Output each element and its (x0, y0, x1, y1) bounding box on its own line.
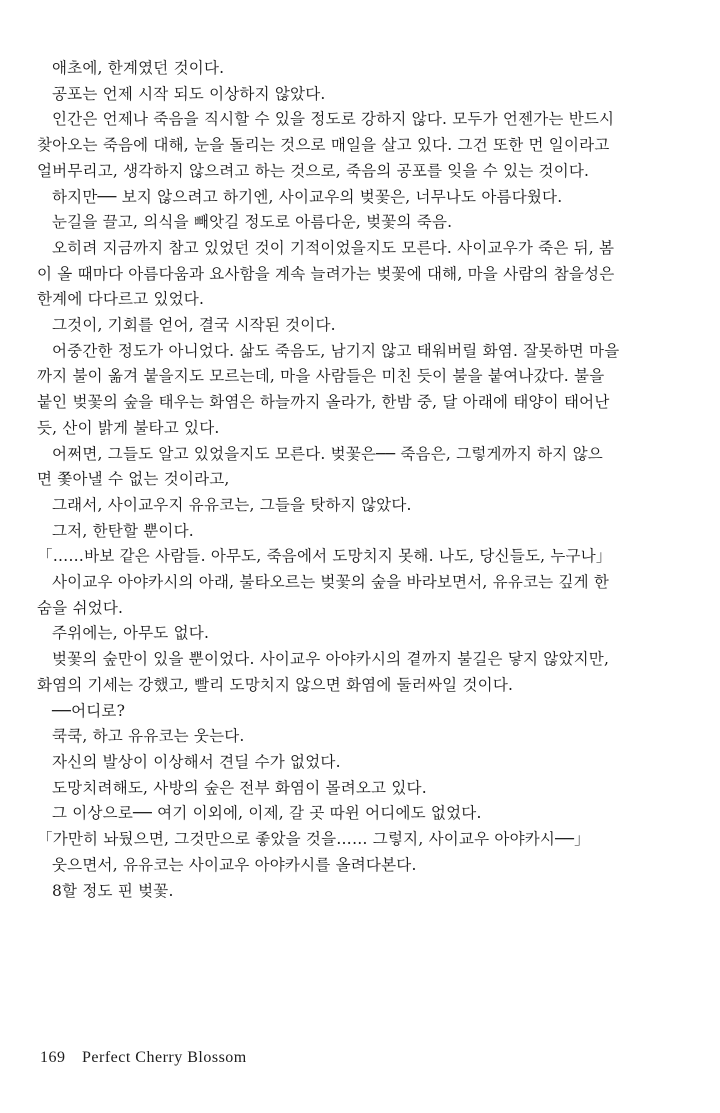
page-footer (40, 1049, 247, 1067)
text-line: 붙인 벚꽃의 숲을 태우는 화염은 하늘까지 올라가, 한밤 중, 달 아래에 태양이 태어난 (37, 393, 610, 412)
text-line: 찾아오는 죽음에 대해, 눈을 돌리는 것으로 매일을 살고 있다. 그건 또한 먼 일이라고 (37, 136, 610, 155)
text-line: 벚꽃의 숲만이 있을 뿐이었다. 사이교우 아야카시의 곁까지 불길은 닿지 않았지만, (52, 650, 610, 669)
text-line: 어중간한 정도가 아니었다. 삶도 죽음도, 남기지 않고 태워버릴 화염. 잘못하면 마을 (52, 341, 620, 360)
text-line: 웃으면서, 유유코는 사이교우 아야카시를 올려다본다. (52, 855, 417, 874)
text-line: 쿡쿡, 하고 유유코는 웃는다. (52, 727, 245, 746)
text-line: ──어디로? (52, 701, 126, 720)
text-line: 숨을 쉬었다. (37, 598, 124, 617)
text-line: 그 이상으로── 여기 이외에, 이제, 갈 곳 따윈 어디에도 없었다. (52, 804, 482, 823)
text-line: 애초에, 한계였던 것이다. (52, 59, 225, 77)
text-line: 얼버무리고, 생각하지 않으려고 하는 것으로, 죽음의 공포를 잊을 수 있는 것이다. (37, 161, 590, 180)
text-line: 그저, 한탄할 뿐이다. (52, 521, 194, 540)
text-line: 까지 불이 옮겨 붙을지도 모르는데, 마을 사람들은 미친 듯이 불을 붙여나갔다. 불을 (37, 367, 605, 386)
text-block (37, 56, 683, 904)
text-line: 눈길을 끌고, 의식을 빼앗길 정도로 아름다운, 벚꽃의 죽음. (52, 213, 453, 232)
text-line: 사이교우 아야카시의 아래, 불타오르는 벚꽃의 숲을 바라보면서, 유유코는 깊게 한 (52, 573, 610, 592)
text-line: 한계에 다다르고 있었다. (37, 290, 205, 309)
text-line: 자신의 발상이 이상해서 견딜 수가 없었다. (52, 752, 341, 771)
text-line: 8할 정도 핀 벚꽃. (52, 881, 174, 900)
text-line: 주위에는, 아무도 없다. (52, 624, 210, 643)
book-title: Perfect Cherry Blossom (82, 1049, 247, 1066)
text-line: 오히려 지금까지 참고 있었던 것이 기적이었을지도 모른다. 사이교우가 죽은 뒤, 봄 (52, 238, 615, 257)
text-line: 공포는 언제 시작 되도 이상하지 않았다. (52, 84, 326, 103)
text-line: 「가만히 놔뒀으면, 그것만으로 좋았을 것을…… 그렇지, 사이교우 아야카시──」 (37, 830, 590, 849)
text-line: 도망치려해도, 사방의 숲은 전부 화염이 몰려오고 있다. (52, 778, 427, 797)
text-line: 그것이, 기회를 얻어, 결국 시작된 것이다. (52, 316, 336, 335)
text-line: 하지만── 보지 않으려고 하기엔, 사이교우의 벚꽃은, 너무나도 아름다웠다. (52, 187, 563, 206)
text-line: 듯, 산이 밝게 불타고 있다. (37, 418, 220, 437)
page-number: 169 (40, 1049, 66, 1066)
text-line: 화염의 기세는 강했고, 빨리 도망치지 않으면 화염에 둘러싸일 것이다. (37, 675, 514, 694)
text-line: 면 쫓아낼 수 없는 것이라고, (37, 470, 230, 489)
text-line: 인간은 언제나 죽음을 직시할 수 있을 정도로 강하지 않다. 모두가 언젠가는 반드시 (52, 110, 615, 129)
text-line: 그래서, 사이교우지 유유코는, 그들을 탓하지 않았다. (52, 495, 412, 514)
text-line: 어쩌면, 그들도 알고 있었을지도 모른다. 벚꽃은── 죽음은, 그렇게까지 하지 않으 (52, 444, 603, 463)
text-line: 이 올 때마다 아름다움과 요사함을 계속 늘려가는 벚꽃에 대해, 마을 사람의 참을성은 (37, 264, 615, 283)
body-text (37, 56, 683, 904)
text-line: 「……바보 같은 사람들. 아무도, 죽음에서 도망치지 못해. 나도, 당신들도, 누구나」 (37, 547, 612, 566)
